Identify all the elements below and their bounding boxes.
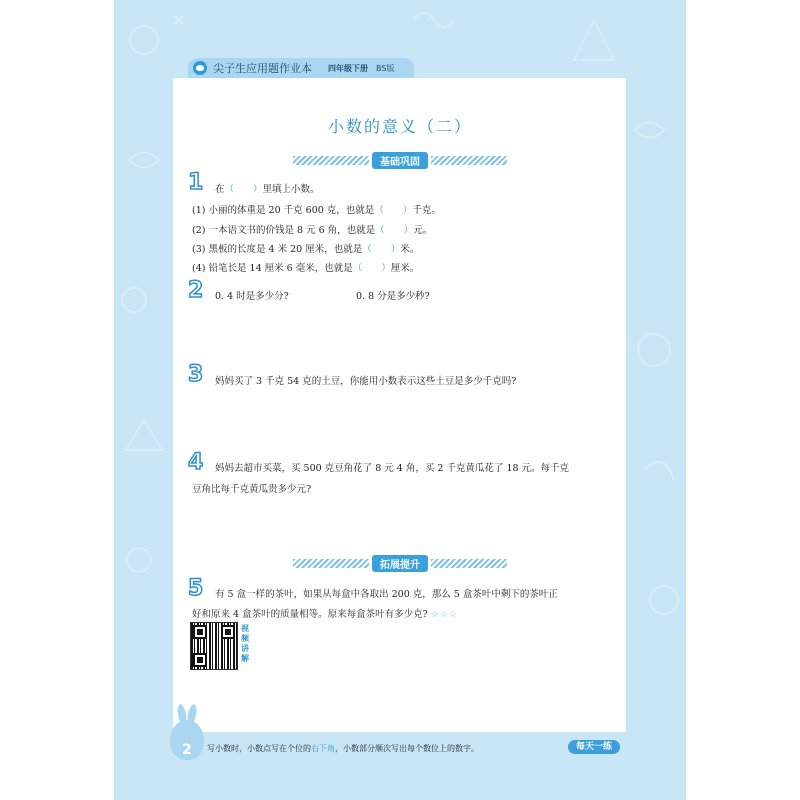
video-label-char: 讲 (241, 644, 249, 653)
item-text: 小丽的体重是 20 千克 600 克，也就是 (208, 205, 375, 216)
item-text: 铅笔长是 14 厘米 6 毫米，也就是 (208, 263, 353, 274)
item-label: (1) (192, 205, 206, 216)
answer-blank[interactable]: （ ） (352, 263, 391, 274)
q1-intro (215, 181, 320, 195)
version-label: BS版 (376, 63, 395, 73)
video-label-char: 解 (241, 654, 249, 663)
item-unit: 千克。 (412, 205, 441, 216)
q4-line-2: 豆角比每千克黄瓜贵多少元? (192, 484, 312, 495)
tip-highlight: 右下角 (311, 744, 335, 753)
q1-intro-pre: 在 (215, 184, 225, 195)
difficulty-stars-icon: ☆☆☆ (430, 610, 458, 620)
video-label-char: 视 (241, 624, 249, 633)
question-number-3: 3 (188, 362, 204, 387)
answer-blank[interactable]: （ ） (374, 205, 413, 216)
q3-text: 妈妈买了 3 千克 54 克的土豆，你能用小数表示这些土豆是多少千克吗? (215, 376, 517, 387)
qr-finder (193, 653, 207, 667)
page-number: 2 (182, 742, 192, 758)
q2-part-b: 0. 8 分是多少秒? (356, 291, 430, 302)
daily-practice-badge: 每天一练 (568, 740, 620, 754)
book-header (188, 58, 414, 78)
video-label-char: 频 (241, 634, 249, 643)
q5-line-2-text: 好和原来 4 盒茶叶的质量相等。原来每盒茶叶有多少克? (192, 609, 428, 620)
q1-item-3 (192, 241, 419, 255)
q2-part-a: 0. 4 时是多少分? (215, 291, 289, 302)
answer-blank[interactable]: （ ） (375, 225, 414, 236)
q5-line-1: 有 5 盒一样的茶叶，如果从每盒中各取出 200 克，那么 5 盒茶叶中剩下的茶叶正 (215, 589, 558, 600)
item-label: (2) (192, 225, 206, 236)
hatch-decoration (293, 559, 369, 568)
section-basic-label: 基础巩固 (372, 152, 428, 169)
q1-item-4 (192, 260, 419, 274)
answer-blank[interactable]: （ ） (362, 244, 401, 255)
question-number-1: 1 (188, 170, 204, 195)
q4-line-1: 妈妈去超市买菜，买 500 克豆角花了 8 元 4 角，买 2 千克黄瓜花了 18 元。每千克 (215, 463, 570, 474)
question-number-2: 2 (188, 278, 204, 303)
q5-line-2 (192, 606, 458, 620)
grade-label: 四年级下册 (328, 63, 368, 73)
section-basic (285, 152, 515, 168)
tip-text: 写小数时，小数点写在个位的 (207, 744, 311, 753)
q1-item-2 (192, 222, 432, 236)
q1-intro-post: 里填上小数。 (262, 184, 320, 195)
item-text: 一本语文书的价钱是 8 元 6 角，也就是 (208, 225, 376, 236)
footer-tip (207, 743, 479, 754)
book-title: 尖子生应用题作业本 (213, 62, 312, 75)
hatch-decoration (293, 156, 369, 165)
section-advanced-label: 拓展提升 (372, 555, 428, 572)
q1-item-1 (192, 202, 441, 216)
qr-finder (221, 625, 235, 639)
item-text: 黑板的长度是 4 米 20 厘米，也就是 (208, 244, 363, 255)
item-label: (3) (192, 244, 206, 255)
section-advanced (285, 555, 515, 571)
hatch-decoration (431, 156, 507, 165)
question-number-4: 4 (188, 450, 204, 475)
item-label: (4) (192, 263, 206, 274)
item-unit: 元。 (413, 225, 433, 236)
qr-code[interactable] (190, 622, 238, 670)
tip-text: ，小数部分顺次写出每个数位上的数字。 (335, 744, 479, 753)
lesson-title: 小数的意义（二） (327, 117, 472, 136)
question-number-5: 5 (188, 576, 204, 601)
item-unit: 米。 (400, 244, 420, 255)
hatch-decoration (431, 559, 507, 568)
qr-finder (193, 625, 207, 639)
item-unit: 厘米。 (390, 263, 420, 274)
book-logo-icon (193, 61, 207, 75)
answer-blank: （ ） (224, 184, 263, 195)
video-explanation-label (241, 624, 251, 664)
